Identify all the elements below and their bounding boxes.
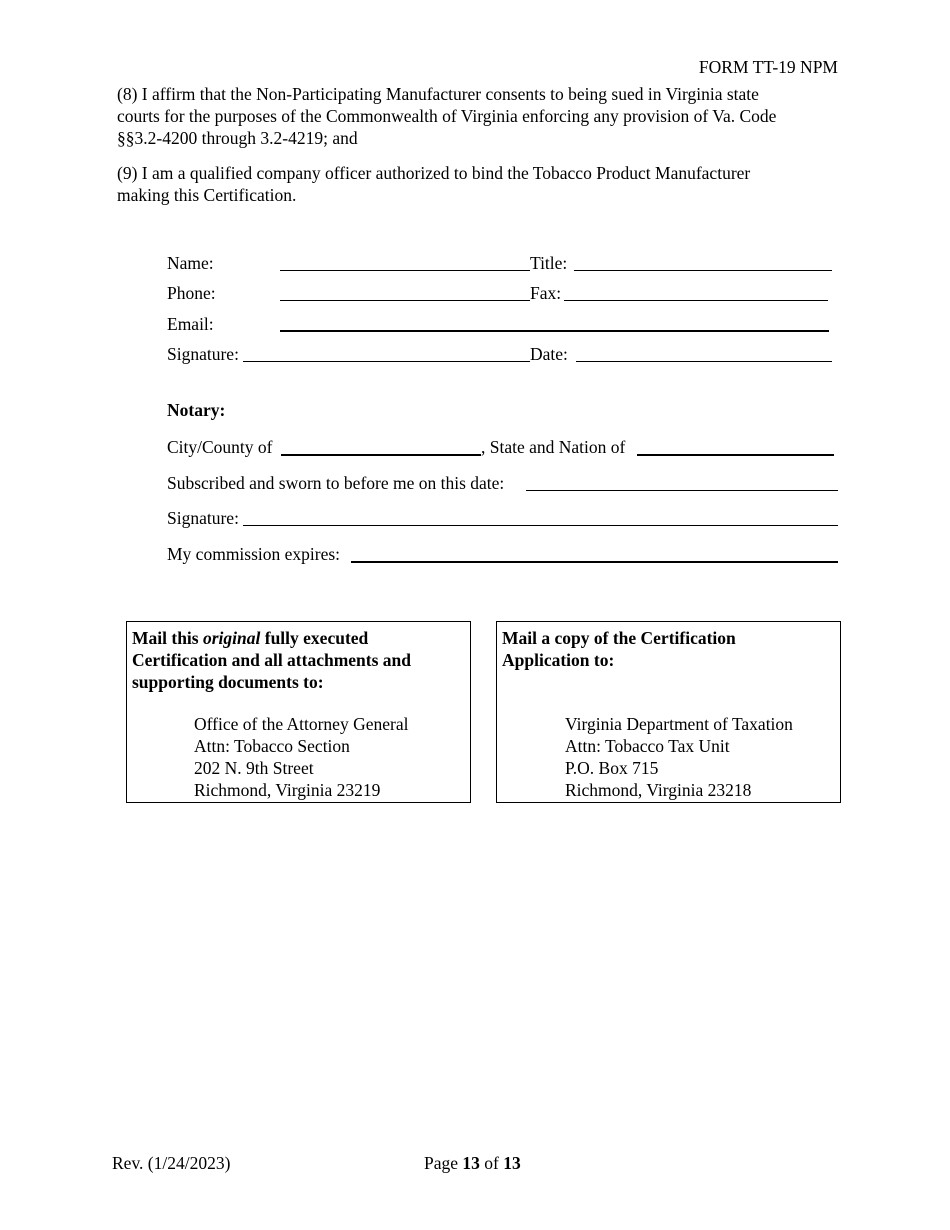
date-label: Date: xyxy=(530,344,568,364)
taxation-address xyxy=(565,713,793,801)
paragraph-line: (9) I am a qualified company officer authorized to bind the Tobacco Product Manufacturer xyxy=(117,163,751,183)
notary-signature-label: Signature: xyxy=(167,508,239,528)
phone-label: Phone: xyxy=(167,283,216,303)
paragraph-line: making this Certification. xyxy=(117,185,297,205)
notary-heading: Notary: xyxy=(167,400,226,420)
commission-expires-label: My commission expires: xyxy=(167,544,341,564)
notary-signature-field[interactable] xyxy=(243,525,838,526)
email-label: Email: xyxy=(167,314,214,334)
phone-field[interactable] xyxy=(280,300,530,301)
date-field[interactable] xyxy=(576,361,832,362)
city-county-field[interactable] xyxy=(281,454,481,456)
city-county-label: City/County of xyxy=(167,437,273,457)
state-nation-label: , State and Nation of xyxy=(481,437,626,457)
signature-label: Signature: xyxy=(167,344,239,364)
state-nation-field[interactable] xyxy=(637,454,834,456)
name-label: Name: xyxy=(167,253,214,273)
paragraph-line: (8) I affirm that the Non-Participating Manufacturer consents to being sued in Virginia state xyxy=(117,84,759,104)
address-line: Richmond, Virginia 23219 xyxy=(194,780,381,800)
address-line: P.O. Box 715 xyxy=(565,758,659,778)
mail-original-box xyxy=(126,621,471,803)
revision-date: Rev. (1/24/2023) xyxy=(112,1153,231,1173)
attorney-general-address xyxy=(194,713,408,801)
title-field[interactable] xyxy=(574,270,832,271)
paragraph-line: §§3.2-4200 through 3.2-4219; and xyxy=(117,128,358,148)
mail-copy-title: Mail a copy of the Certification Application to: xyxy=(502,628,736,670)
page-number: Page 13 of 13 xyxy=(424,1153,521,1173)
address-line: 202 N. 9th Street xyxy=(194,758,314,778)
address-line: Attn: Tobacco Section xyxy=(194,736,350,756)
sworn-date-label: Subscribed and sworn to before me on this date: xyxy=(167,473,505,493)
signature-field[interactable] xyxy=(243,361,530,362)
fax-label: Fax: xyxy=(530,283,562,303)
commission-expires-field[interactable] xyxy=(351,561,838,563)
affirmation-paragraph-8 xyxy=(117,83,837,149)
sworn-date-field[interactable] xyxy=(526,490,838,491)
affirmation-paragraph-9 xyxy=(117,162,837,206)
email-field[interactable] xyxy=(280,330,829,332)
address-line: Virginia Department of Taxation xyxy=(565,714,793,734)
form-id: FORM TT-19 NPM xyxy=(698,57,838,77)
mail-copy-box xyxy=(496,621,841,803)
address-line: Richmond, Virginia 23218 xyxy=(565,780,752,800)
address-line: Office of the Attorney General xyxy=(194,714,409,734)
title-label: Title: xyxy=(530,253,568,273)
name-field[interactable] xyxy=(280,270,530,271)
paragraph-line: courts for the purposes of the Commonwealth of Virginia enforcing any provision of Va. Code xyxy=(117,106,777,126)
address-line: Attn: Tobacco Tax Unit xyxy=(565,736,730,756)
mail-original-title: Mail this original fully executed Certification and all attachments and supporting documents to: xyxy=(132,628,412,692)
fax-field[interactable] xyxy=(564,300,828,301)
